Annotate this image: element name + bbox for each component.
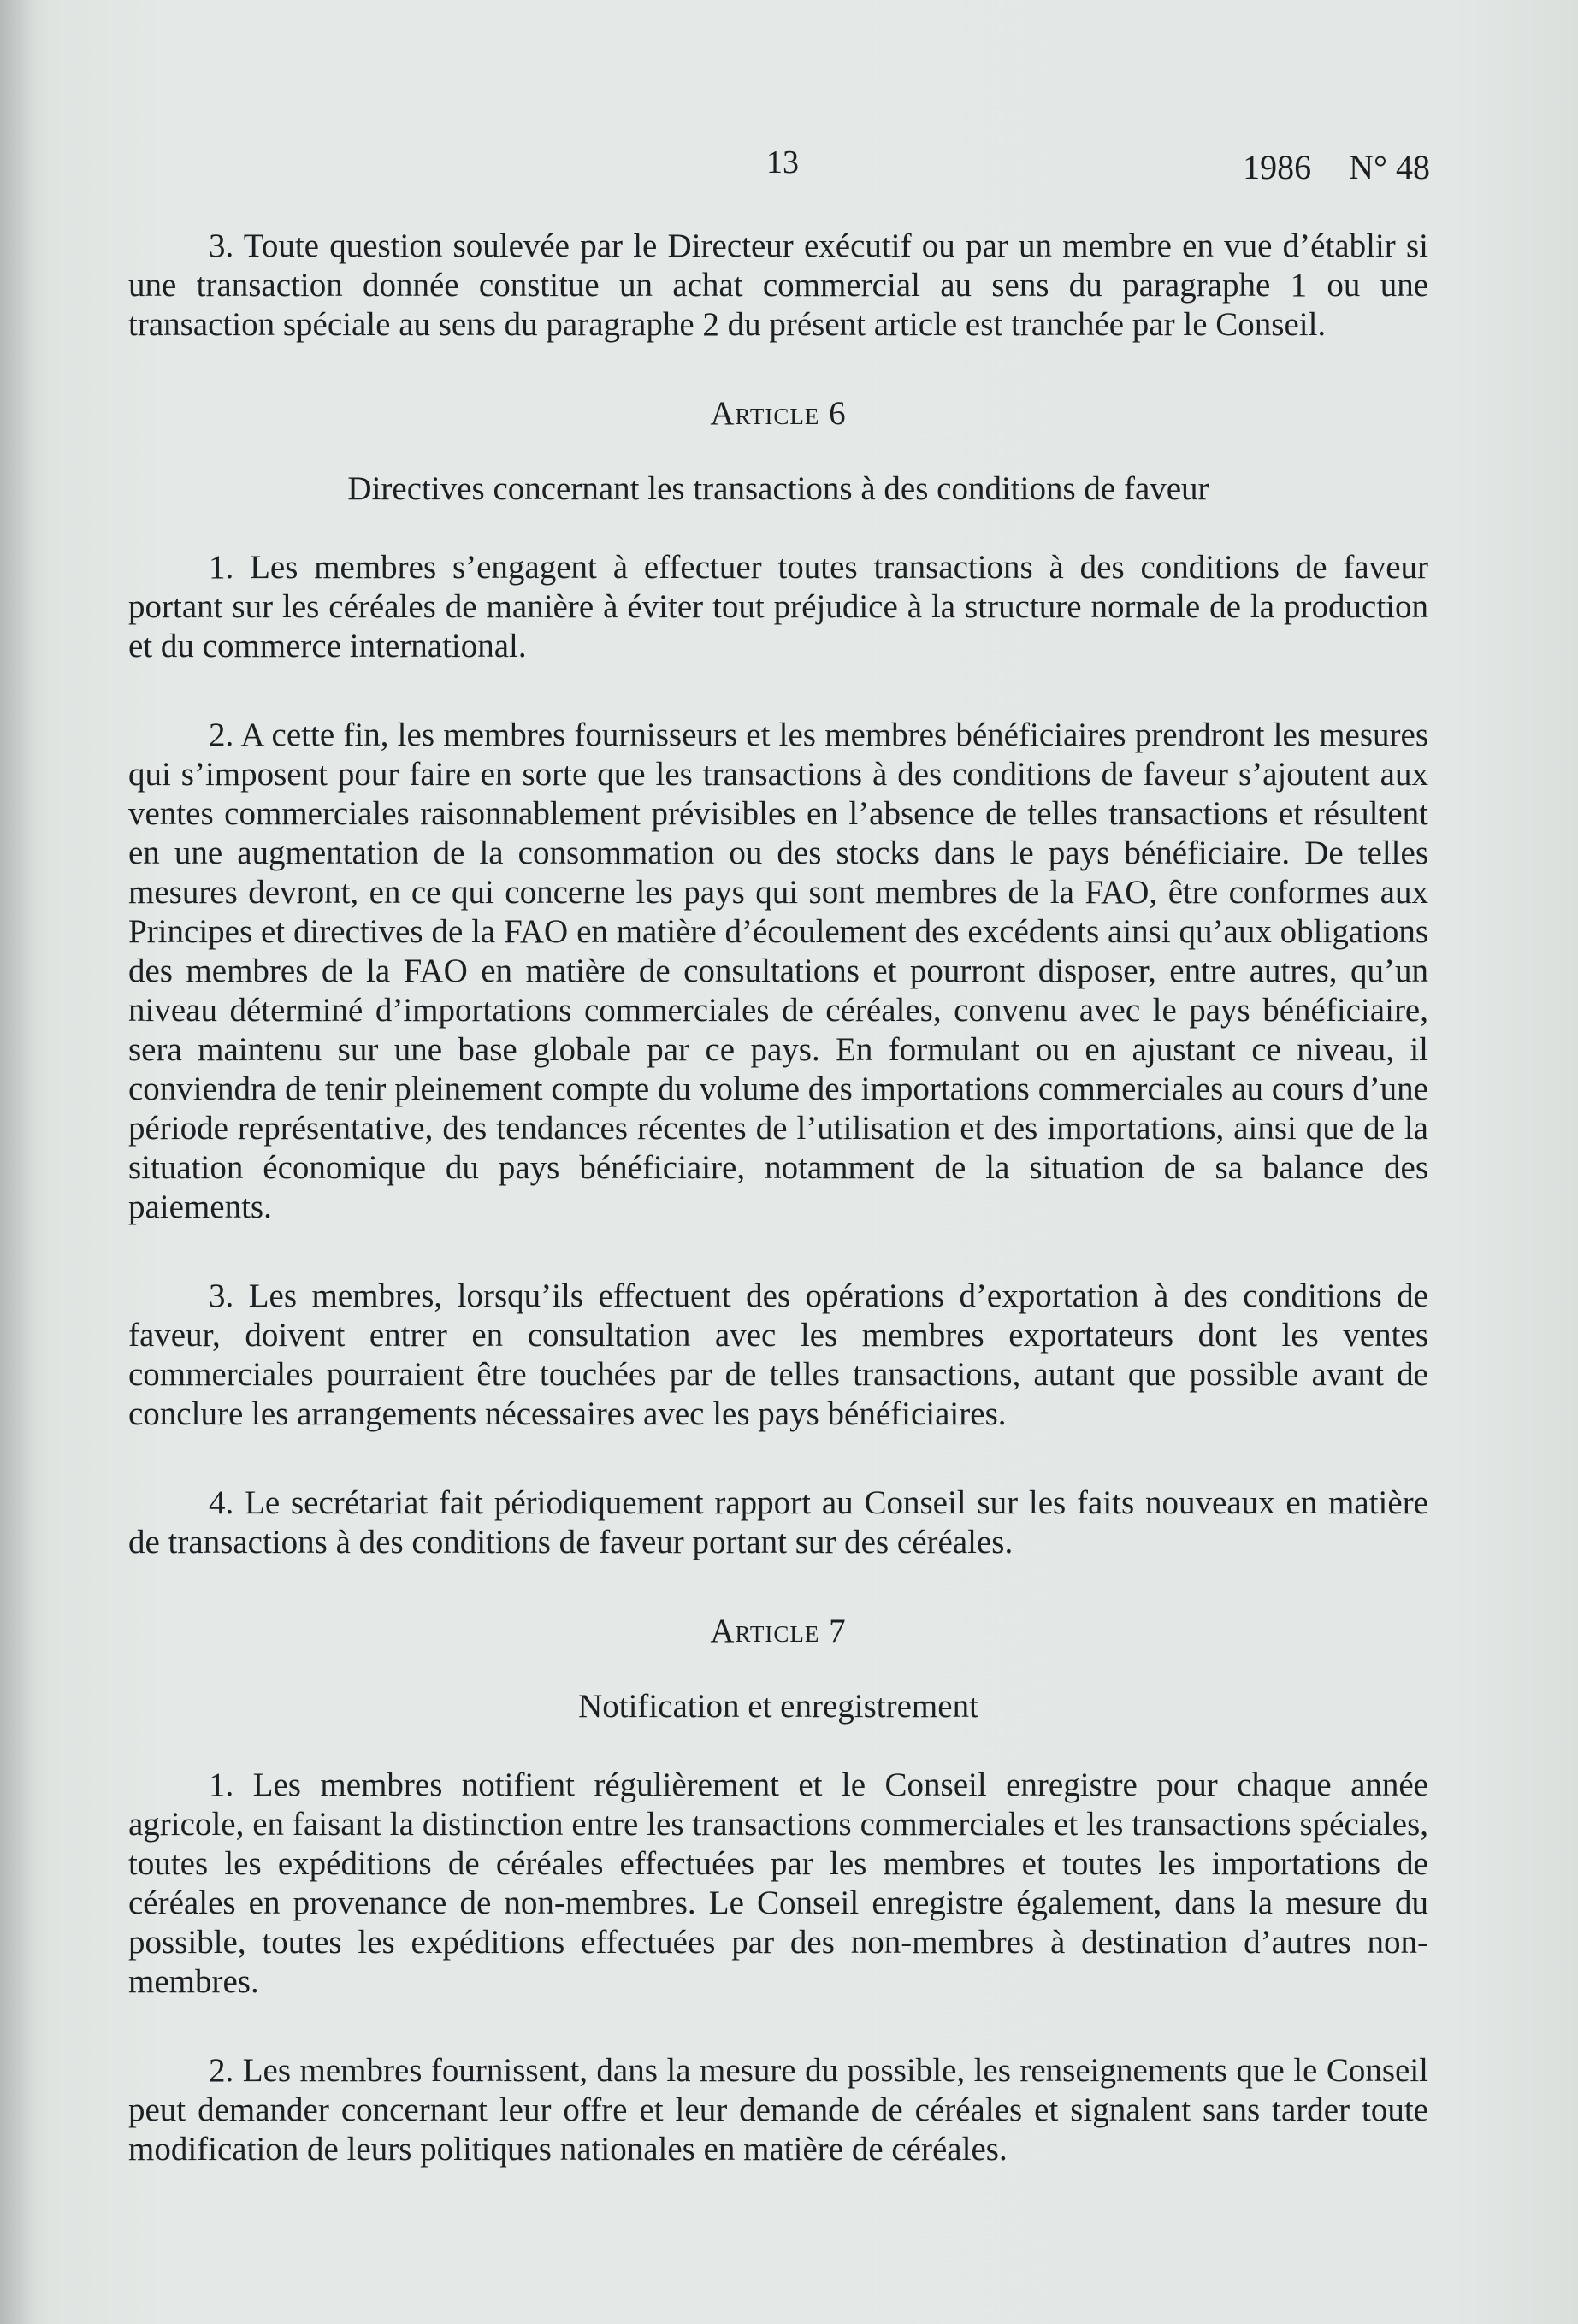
header-year: 1986	[1243, 148, 1312, 186]
header-issue-number: N° 48	[1349, 148, 1430, 186]
article5-paragraph-3: 3. Toute question soulevée par le Directeur exécutif ou par un membre en vue d’établir si une transaction donnée constitue un achat commercial au sens du paragraphe 1 ou une transaction spéciale au sens du paragraphe 2 du présent article est tranchée par le Conseil.	[128, 227, 1428, 343]
document-body	[128, 227, 1428, 2169]
article7-paragraph-1: 1. Les membres notifient régulièrement et le Conseil enregistre pour chaque année agricole, en faisant la distinction entre les transactions commerciales et les transactions spéciales, toutes les expéditions de céréales effectuées par les membres et toutes les importations de céréales en provenance de non-membres. Le Conseil enregistre également, dans la mesure du possible, toutes les expéditions effectuées par des non-membres à destination d’autres non-membres.	[128, 1767, 1428, 2000]
article7-title: Article 7	[710, 1613, 847, 1649]
article6-title: Article 6	[710, 395, 847, 432]
article6-paragraph-4: 4. Le secrétariat fait périodiquement rapport au Conseil sur les faits nouveaux en matière de transactions à des conditions de faveur portant sur des céréales.	[128, 1484, 1428, 1560]
article7-subtitle: Notification et enregistrement	[578, 1688, 978, 1725]
page-header	[0, 144, 1578, 195]
header-reference	[1243, 147, 1430, 187]
article6-paragraph-3: 3. Les membres, lorsqu’ils effectuent des opérations d’exportation à des conditions de faveur, doivent entrer en consultation avec les membres exportateurs dont les ventes commerciales pourraient être touchées par de telles transactions, autant que possible avant de conclure les arrangements nécessaires avec les pays bénéficiaires.	[128, 1277, 1428, 1432]
article6-paragraph-2: 2. A cette fin, les membres fournisseurs et les membres bénéficiaires prendront les mesures qui s’imposent pour faire en sorte que les transactions à des conditions de faveur s’ajoutent aux ventes commerciales raisonnablement prévisibles en l’absence de telles transactions et résultent en une augmentation de la consommation ou des stocks dans le pays bénéficiaire. De telles mesures devront, en ce qui concerne les pays qui sont membres de la FAO, être conformes aux Principes et directives de la FAO en matière d’écoulement des excédents ainsi qu’aux obligations des membres de la FAO en matière de consultations et pourront disposer, entre autres, qu’un niveau déterminé d’importations commerciales de céréales, convenu avec le pays bénéficiaire, sera maintenu sur une base globale par ce pays. En formulant ou en ajustant ce niveau, il conviendra de tenir pleinement compte du volume des importations commerciales au cours d’une période représentative, des tendances récentes de l’utilisation et des importations, ainsi que de la situation économique du pays bénéficiaire, notamment de la situation de sa balance des paiements.	[128, 717, 1428, 1225]
article7-paragraph-2: 2. Les membres fournissent, dans la mesure du possible, les renseignements que le Conseil peut demander concernant leur offre et leur demande de céréales et signalent sans tarder toute modification de leurs politiques nationales en matière de céréales.	[128, 2052, 1428, 2168]
page-number: 13	[766, 145, 799, 180]
article6-subtitle: Directives concernant les transactions à des conditions de faveur	[347, 470, 1209, 507]
article6-paragraph-1: 1. Les membres s’engagent à effectuer toutes transactions à des conditions de faveur portant sur les céréales de manière à éviter tout préjudice à la structure normale de la production et du commerce international.	[128, 549, 1428, 664]
book-spine-shadow	[0, 0, 34, 2324]
